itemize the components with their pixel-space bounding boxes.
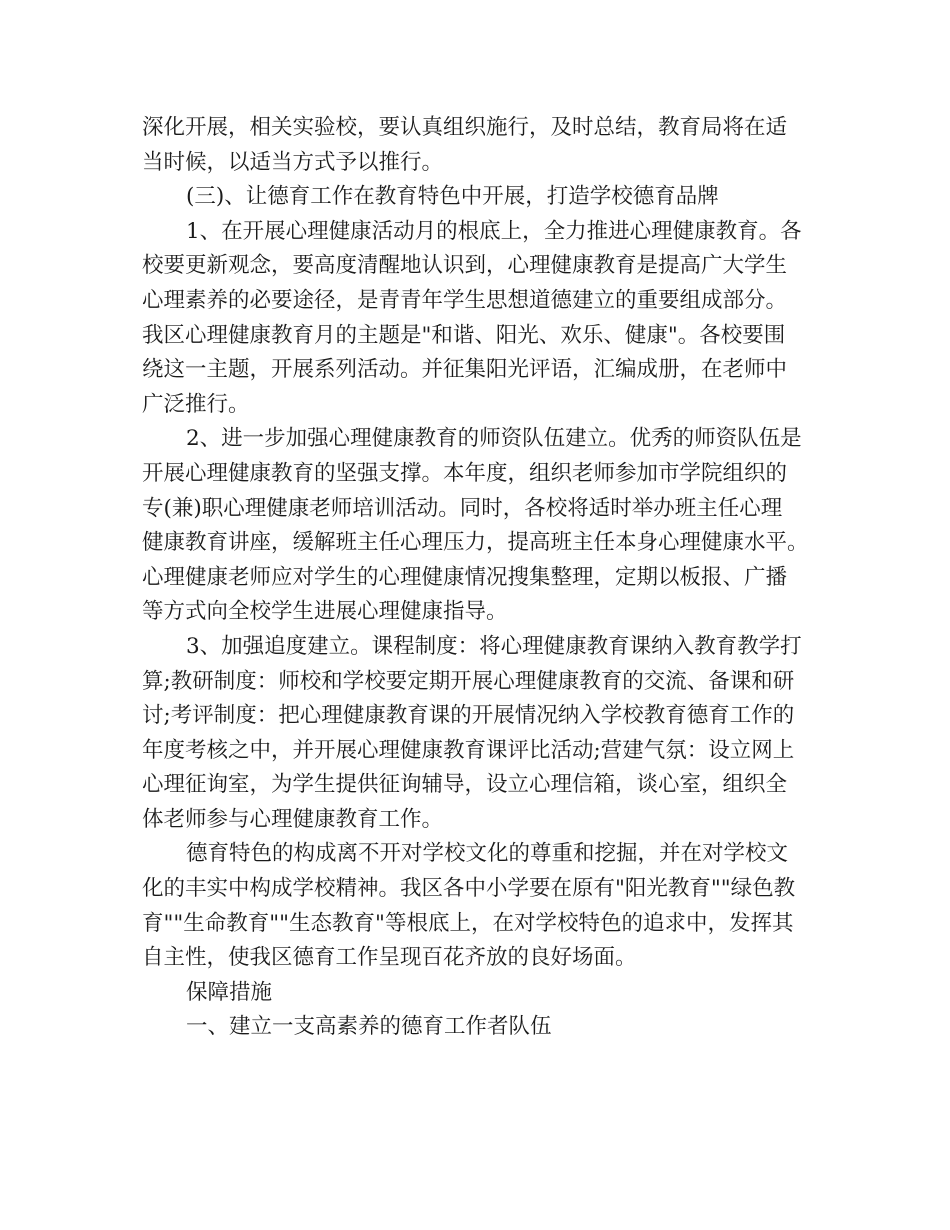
paragraph-start-line: 1、在开展心理健康活动月的根底上，全力推进心理健康教育。各 — [186, 218, 802, 244]
body-line: 我区心理健康教育月的主题是"和谐、阳光、欢乐、健康"。各校要围 — [142, 322, 786, 348]
paragraph-start-line: 3、加强追度建立。课程制度：将心理健康教育课纳入教育教学打 — [186, 633, 802, 659]
paragraph-start-line: 德育特色的构成离不开对学校文化的尊重和挖掘，并在对学校文 — [186, 841, 789, 867]
body-line: 算;教研制度：师校和学校要定期开展心理健康教育的交流、备课和研 — [142, 668, 795, 694]
body-line: 校要更新观念，要高度清醒地认识到，心理健康教育是提高广大学生 — [142, 253, 788, 279]
body-line: 开展心理健康教育的坚强支撑。本年度，组织老师参加市学院组织的 — [142, 460, 788, 486]
body-line: 化的丰实中构成学校精神。我区各中小学要在原有"阳光教育""绿色教 — [142, 876, 796, 902]
body-line: 体老师参与心理健康教育工作。 — [142, 806, 444, 832]
document-body — [142, 111, 832, 1045]
body-line: 自主性，使我区德育工作呈现百花齐放的良好场面。 — [142, 945, 637, 971]
body-line: 专(兼)职心理健康老师培训活动。同时，各校将适时举办班主任心理 — [142, 495, 783, 521]
body-line: 广泛推行。 — [142, 391, 250, 417]
body-line: 深化开展，相关实验校，要认真组织施行，及时总结，教育局将在适 — [142, 115, 788, 140]
section-heading: 保障措施 — [186, 979, 273, 1005]
body-line: 年度考核之中，并开展心理健康教育课评比活动;营建气氛：设立网上 — [142, 737, 795, 763]
body-line: 心理素养的必要途径，是青青年学生思想道德建立的重要组成部分。 — [142, 287, 788, 313]
body-line: 讨;考评制度：把心理健康教育课的开展情况纳入学校教育德育工作的 — [142, 703, 795, 729]
body-line: 等方式向全校学生进展心理健康指导。 — [142, 599, 508, 625]
body-line: 绕这一主题，开展系列活动。并征集阳光评语，汇编成册，在老师中 — [142, 357, 788, 383]
body-line: 心理征询室，为学生提供征询辅导，设立心理信箱，谈心室，组织全 — [142, 772, 788, 798]
body-line: 育""生命教育""生态教育"等根底上，在对学校特色的追求中，发挥其 — [142, 910, 794, 936]
body-line: 当时候，以适当方式予以推行。 — [142, 149, 444, 175]
body-line: 心理健康老师应对学生的心理健康情况搜集整理，定期以板报、广播 — [142, 564, 788, 590]
subsection-heading: 一、建立一支高素养的德育工作者队伍 — [186, 1014, 552, 1040]
paragraph-start-line: 2、进一步加强心理健康教育的师资队伍建立。优秀的师资队伍是 — [186, 426, 802, 452]
section-heading: (三)、让德育工作在教育特色中开展，打造学校德育品牌 — [186, 184, 719, 210]
body-line: 健康教育讲座，缓解班主任心理压力，提高班主任本身心理健康水平。 — [142, 530, 809, 556]
